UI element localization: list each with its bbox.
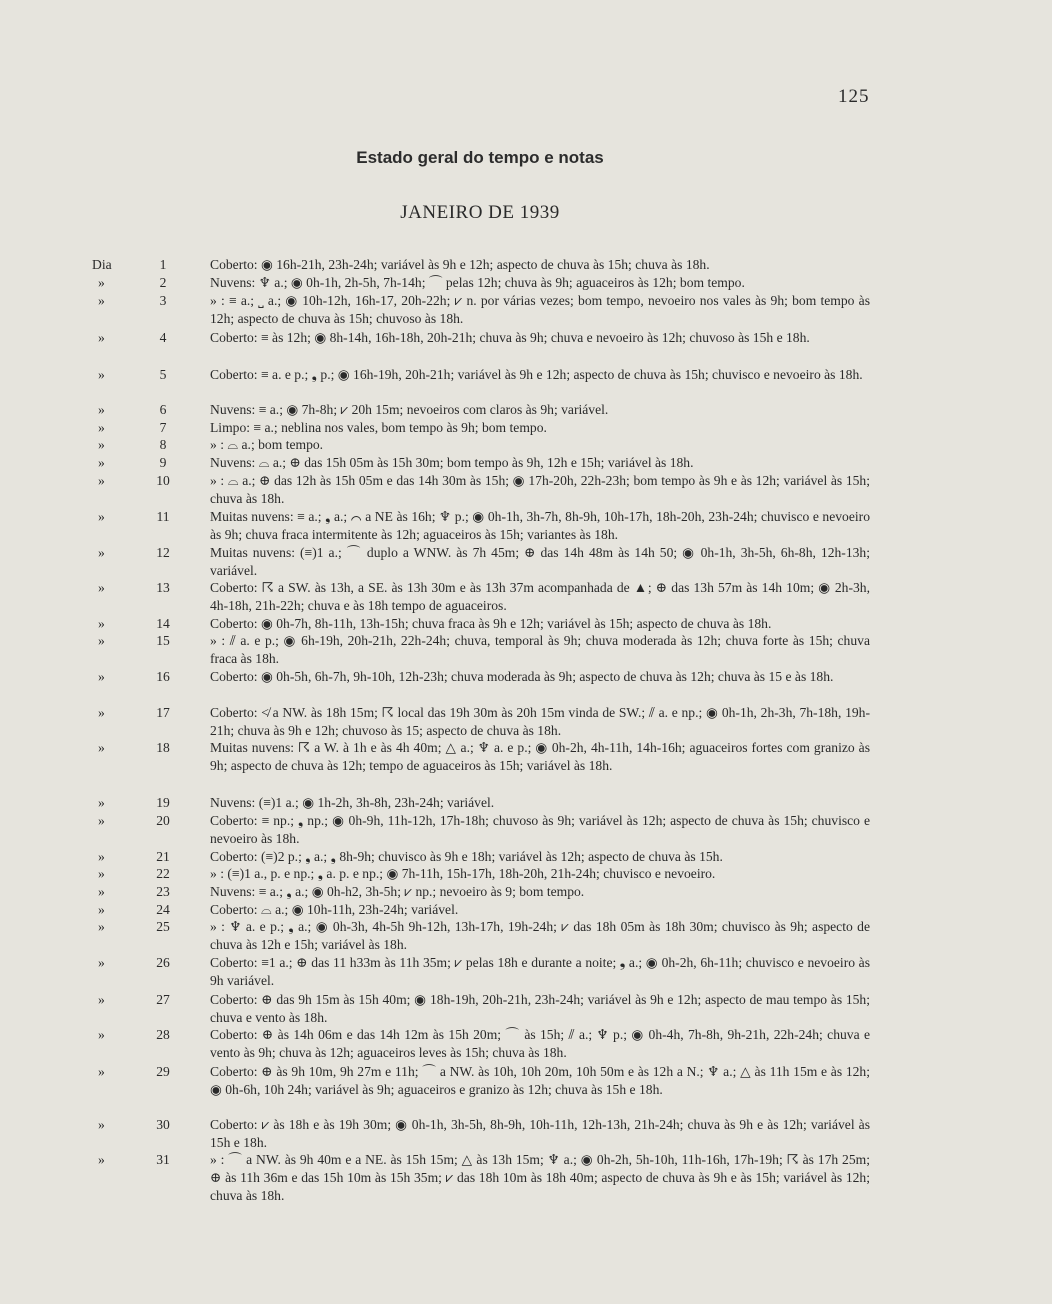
day-number: 8 xyxy=(159,437,167,452)
page-number: 125 xyxy=(838,86,870,107)
ditto-mark: » xyxy=(98,437,105,452)
day-number: 27 xyxy=(156,992,170,1007)
ditto-mark: » xyxy=(98,420,105,435)
day-number: 30 xyxy=(156,1117,170,1132)
ditto-mark: » xyxy=(98,919,105,934)
ditto-mark: » xyxy=(98,1152,105,1167)
entry-text: Coberto: ≡ np.; ❟ np.; ◉ 0h-9h, 11h-12h, 17h-18h; chuvoso às 9h; variável às 12h; aspecto de chuva às 15h; chuvisco e nevoeiro às 18h. xyxy=(210,813,870,846)
day-number: 31 xyxy=(156,1152,170,1167)
day-number: 1 xyxy=(159,257,167,272)
entry-text: Coberto: ◉ 0h-7h, 8h-11h, 13h-15h; chuva fraca às 9h e 12h; variável às 15h; aspecto de chuva às 18h. xyxy=(210,616,772,631)
entry-text: » : ♆ a. e p.; ❟ a.; ◉ 0h-3h, 4h-5h 9h-12h, 13h-17h, 19h-24h; ⩗ das 18h 05m às 18h 30m; chuvisco às 9h; aspecto de chuva às 12h e 15h; variável às 18h. xyxy=(210,919,870,952)
ditto-mark: » xyxy=(98,866,105,881)
day-number: 25 xyxy=(156,919,170,934)
entry-text: Coberto: ◉ 0h-5h, 6h-7h, 9h-10h, 12h-23h; chuva moderada às 9h; aspecto de chuva às 12h; chuva às 15 e às 18h. xyxy=(210,669,834,684)
entry-text: Muitas nuvens: ☈ a W. à 1h e às 4h 40m; △ a.; ♆ a. e p.; ◉ 0h-2h, 4h-11h, 14h-16h; aguaceiros fortes com granizo às 9h; aspecto de chuva às 12h; tempo de aguaceiros às 15h; variável às 18h. xyxy=(210,740,870,773)
ditto-mark: » xyxy=(98,275,105,290)
entry-text: Coberto: ⊕ às 14h 06m e das 14h 12m às 15h 20m; ⌒ às 15h; ⫽ a.; ♆ p.; ◉ 0h-4h, 7h-8h, 9h-21h, 22h-24h; chuva e vento às 9h; chuva às 12h; aguaceiros leves às 15h; chuva às 18h. xyxy=(210,1027,870,1060)
day-number: 22 xyxy=(156,866,170,881)
day-number: 26 xyxy=(156,955,170,970)
ditto-mark: » xyxy=(98,813,105,828)
day-number: 14 xyxy=(156,616,170,631)
entry-text: Coberto: ⊕ às 9h 10m, 9h 27m e 11h; ⌒ a NW. às 10h, 10h 20m, 10h 50m e às 12h a N.; ♆ a.; △ às 11h 15m e às 12h; ◉ 0h-6h, 10h 24h; variável às 9h; aguaceiros e granizo às 12h; chuva às 15h e 18h. xyxy=(210,1064,870,1097)
entry-text: » : ≡ a.; ⎵ a.; ◉ 10h-12h, 16h-17, 20h-22h; ⩗ n. por várias vezes; bom tempo, nevoeiro nos vales às 9h; bom tempo às 12h; aspecto de chuva às 15h; chuvoso às 18h. xyxy=(210,293,870,326)
day-number: 5 xyxy=(159,367,167,382)
ditto-mark: » xyxy=(98,330,105,345)
ditto-mark: » xyxy=(98,1064,105,1079)
entry-text: Muitas nuvens: ≡ a.; ❟ a.; ⌒ a NE às 16h; ♆ p.; ◉ 0h-1h, 3h-7h, 8h-9h, 10h-17h, 18h-20h, 23h-24h; chuvisco e nevoeiro às 9h; chuva fraca intermitente às 12h; aguaceiros às 15h; variantes às 18h. xyxy=(210,509,870,542)
ditto-mark: » xyxy=(98,705,105,720)
day-number: 29 xyxy=(156,1064,170,1079)
day-number: 4 xyxy=(159,330,167,345)
entry-text: » : (≡)1 a., p. e np.; ❟ a. p. e np.; ◉ 7h-11h, 15h-17h, 18h-20h, 21h-24h; chuvisco e nevoeiro. xyxy=(210,866,716,881)
ditto-mark: » xyxy=(98,955,105,970)
ditto-mark: » xyxy=(98,633,105,648)
entry-text: Coberto: ≮ a NW. às 18h 15m; ☈ local das 19h 30m às 20h 15m vinda de SW.; ⫽ a. e np.; ◉ 0h-1h, 2h-3h, 7h-18h, 19h-21h; chuva às 9h e 12h; chuvoso às 15; aspecto de chuva às 18h. xyxy=(210,705,870,738)
ditto-mark: » xyxy=(98,1117,105,1132)
day-number: 2 xyxy=(159,275,167,290)
entry-text: » : ⫽ a. e p.; ◉ 6h-19h, 20h-21h, 22h-24h; chuva, temporal às 9h; chuva moderada às 12h; chuva forte às 15h; chuva fraca às 18h. xyxy=(210,633,870,666)
day-number: 9 xyxy=(159,455,167,470)
entry-text: Coberto: ☈ a SW. às 13h, a SE. às 13h 30m e às 13h 37m acompanhada de ▲; ⊕ das 13h 57m às 14h 10m; ◉ 2h-3h, 4h-18h, 21h-22h; chuva e às 18h tempo de aguaceiros. xyxy=(210,580,870,613)
day-number: 24 xyxy=(156,902,170,917)
entry-text: Limpo: ≡ a.; neblina nos vales, bom tempo às 9h; bom tempo. xyxy=(210,420,547,435)
day-number: 17 xyxy=(156,705,170,720)
ditto-mark: » xyxy=(98,367,105,382)
day-number: 13 xyxy=(156,580,170,595)
ditto-mark: » xyxy=(98,1027,105,1042)
month-title: JANEIRO DE 1939 xyxy=(400,202,560,223)
day-number: 18 xyxy=(156,740,170,755)
ditto-mark: » xyxy=(98,902,105,917)
day-number: 7 xyxy=(159,420,167,435)
day-number: 19 xyxy=(156,795,170,810)
day-number: 21 xyxy=(156,849,170,864)
ditto-mark: » xyxy=(98,849,105,864)
ditto-mark: » xyxy=(98,795,105,810)
day-number: 12 xyxy=(156,545,170,560)
ditto-mark: » xyxy=(98,740,105,755)
day-number: 11 xyxy=(156,509,170,524)
entry-text: Nuvens: ≡ a.; ❟ a.; ◉ 0h-h2, 3h-5h; ⩗ np.; nevoeiro às 9; bom tempo. xyxy=(210,884,585,899)
day-number: 6 xyxy=(159,402,167,417)
day-number: 3 xyxy=(159,293,167,308)
ditto-mark: » xyxy=(98,293,105,308)
entry-text: » : ⌓ a.; bom tempo. xyxy=(210,437,324,452)
ditto-mark: » xyxy=(98,616,105,631)
day-number: 28 xyxy=(156,1027,170,1042)
entry-text: Coberto: ⌓ a.; ◉ 10h-11h, 23h-24h; variável. xyxy=(210,902,459,917)
entry-text: Coberto: (≡)2 p.; ❟ a.; ❟ 8h-9h; chuvisco às 9h e 18h; variável às 12h; aspecto de chuva às 15h. xyxy=(210,849,723,864)
ditto-mark: » xyxy=(98,402,105,417)
entry-text: Nuvens: ♆ a.; ◉ 0h-1h, 2h-5h, 7h-14h; ⌒ pelas 12h; chuva às 9h; aguaceiros às 12h; bom tempo. xyxy=(210,275,745,290)
entry-text: Nuvens: (≡)1 a.; ◉ 1h-2h, 3h-8h, 23h-24h; variável. xyxy=(210,795,495,810)
entry-text: Nuvens: ≡ a.; ◉ 7h-8h; ⩗ 20h 15m; nevoeiros com claros às 9h; variável. xyxy=(210,402,609,417)
ditto-mark: » xyxy=(98,669,105,684)
day-number: 15 xyxy=(156,633,170,648)
ditto-mark: » xyxy=(98,580,105,595)
entry-text: Coberto: ⊕ das 9h 15m às 15h 40m; ◉ 18h-19h, 20h-21h, 23h-24h; variável às 9h e 12h; aspecto de mau tempo às 15h; chuva e vento às 18h. xyxy=(210,992,870,1025)
entry-text: Coberto: ⩗ às 18h e às 19h 30m; ◉ 0h-1h, 3h-5h, 8h-9h, 10h-11h, 12h-13h, 21h-24h; chuva às 9h e às 12h; variável às 15h e 18h. xyxy=(210,1117,870,1150)
day-number: 16 xyxy=(156,669,170,684)
entry-text: » : ⌒ a NW. às 9h 40m e a NE. às 15h 15m; △ às 13h 15m; ♆ a.; ◉ 0h-2h, 5h-10h, 11h-16h, 17h-19h; ☈ às 17h 25m; ⊕ às 11h 36m e das 15h 10m às 15h 35m; ⩗ das 18h 10m às 18h 40m; aspecto de chuva às 9h e às 15h; variável às 12h; chuva às 18h. xyxy=(210,1152,870,1203)
day-number: 23 xyxy=(156,884,170,899)
ditto-mark: » xyxy=(98,509,105,524)
ditto-mark: » xyxy=(98,473,105,488)
entry-text: Coberto: ◉ 16h-21h, 23h-24h; variável às 9h e 12h; aspecto de chuva às 15h; chuva às 18h. xyxy=(210,257,710,272)
ditto-mark: » xyxy=(98,992,105,1007)
day-number: 10 xyxy=(156,473,170,488)
entry-text: Coberto: ≡ às 12h; ◉ 8h-14h, 16h-18h, 20h-21h; chuva às 9h; chuva e nevoeiro às 12h; chuvoso às 15h e 18h. xyxy=(210,330,810,345)
entry-text: Nuvens: ⌓ a.; ⊕ das 15h 05m às 15h 30m; bom tempo às 9h, 12h e 15h; variável às 18h. xyxy=(210,455,694,470)
section-heading: Estado geral do tempo e notas xyxy=(356,148,604,167)
entry-text: Coberto: ≡ a. e p.; ❟ p.; ◉ 16h-19h, 20h-21h; variável às 9h e 12h; aspecto de chuva às 15h; chuvisco e nevoeiro às 18h. xyxy=(210,367,863,382)
ditto-mark: » xyxy=(98,884,105,899)
ditto-mark: » xyxy=(98,455,105,470)
entry-text: Coberto: ≡1 a.; ⊕ das 11 h33m às 11h 35m; ⩗ pelas 18h e durante a noite; ❟ a.; ◉ 0h-2h, 6h-11h; chuvisco e nevoeiro às 9h variável. xyxy=(210,955,870,988)
entry-text: » : ⌓ a.; ⊕ das 12h às 15h 05m e das 14h 30m às 15h; ◉ 17h-20h, 22h-23h; bom tempo às 9h e às 12h; variável às 15h; chuva às 18h. xyxy=(210,473,870,506)
day-number: 20 xyxy=(156,813,170,828)
day-label: Dia xyxy=(92,257,112,272)
entry-text: Muitas nuvens: (≡)1 a.; ⌒ duplo a WNW. às 7h 45m; ⊕ das 14h 48m às 14h 50; ◉ 0h-1h, 3h-5h, 6h-8h, 12h-13h; variável. xyxy=(210,545,870,578)
ditto-mark: » xyxy=(98,545,105,560)
